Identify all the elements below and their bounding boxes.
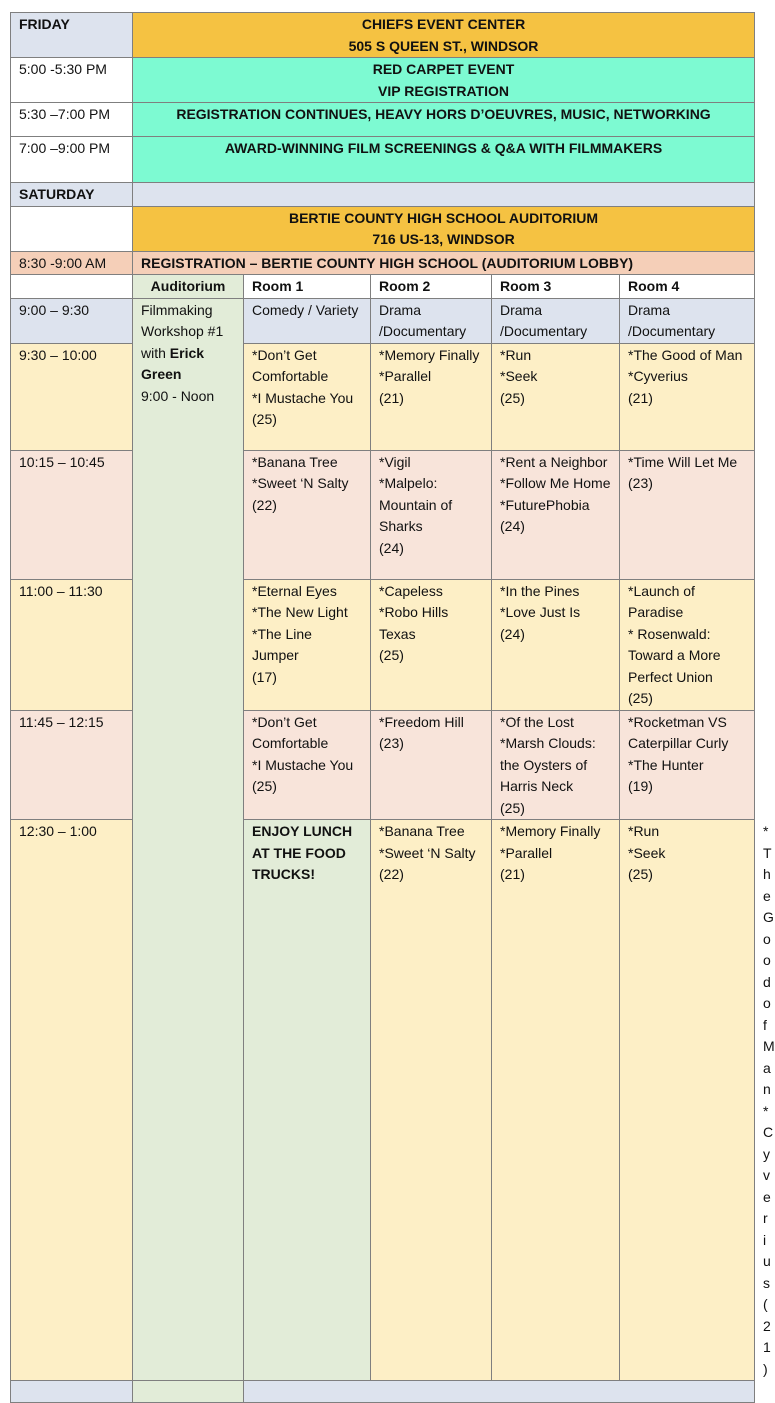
room-header-4: Room 4 <box>620 275 755 299</box>
slot-room-1 <box>371 820 492 1381</box>
saturday-venue <box>133 206 755 251</box>
film-entry: *Love Just Is <box>500 604 581 620</box>
film-entry: *Freedom Hill <box>379 713 464 730</box>
room-header-3: Room 3 <box>492 275 620 299</box>
friday-header-row <box>11 13 755 58</box>
slot-room-2 <box>371 450 492 579</box>
genre-room-1: Comedy / Variety <box>244 298 371 343</box>
saturday-day-label: SATURDAY <box>11 183 133 207</box>
film-entry: * Rosenwald: Toward a More Perfect Union <box>628 625 725 685</box>
film-entry: *Time Will Let Me <box>628 453 738 470</box>
film-entry: (22) <box>379 866 404 882</box>
slot-room-4 <box>620 343 755 450</box>
film-entry: (23) <box>379 735 404 751</box>
film-entry: (21) <box>379 389 404 406</box>
slot-room-3 <box>620 820 755 1381</box>
event-schedule-table <box>10 12 775 1403</box>
slot-room-1 <box>244 579 371 710</box>
slot-room-3 <box>492 710 620 820</box>
slot-row: 12:30 – 1:00 ENJOY LUNCH AT THE FOOD TRUCKS! *Banana Tree *Sweet ‘N Salty (22) *Memory Finally *Parallel (21) *Run *Seek (25) *The Good of Man *Cyverius (21) <box>11 820 755 1381</box>
slot-row <box>11 450 755 579</box>
saturday-header-row <box>11 183 755 207</box>
film-entry: *Banana Tree <box>379 823 465 839</box>
slot-room-3 <box>492 343 620 450</box>
film-entry: (25) <box>500 389 525 406</box>
slot-room-3 <box>492 579 620 710</box>
film-entry: *Marsh Clouds: the Oysters of Harris Neck <box>500 735 600 794</box>
genre-room-4: Drama /Documentary <box>620 298 755 343</box>
film-entry: *Sweet ‘N Salty <box>252 475 349 491</box>
registration-time: 8:30 -9:00 AM <box>11 251 133 275</box>
film-entry: *I Mustache You <box>252 756 354 773</box>
genre-room-3: Drama /Documentary <box>492 298 620 343</box>
film-entry: *Parallel <box>500 844 553 861</box>
saturday-venue-name: BERTIE COUNTY HIGH SCHOOL AUDITORIUM <box>288 209 599 226</box>
workshop-instructor: Erick Green <box>141 344 205 382</box>
film-entry: *Rocketman VS Caterpillar Curly <box>628 713 731 751</box>
saturday-venue-row <box>11 206 755 251</box>
film-entry: *Run <box>500 346 532 363</box>
friday-day-label: FRIDAY <box>11 13 133 58</box>
slot-room-4 <box>620 450 755 579</box>
genre-time: 9:00 – 9:30 <box>11 298 133 343</box>
film-entry: (21) <box>500 866 525 882</box>
slot-row <box>11 579 755 710</box>
workshop-hours: 9:00 - Noon <box>141 387 215 404</box>
film-entry: *FuturePhobia <box>500 496 590 513</box>
film-entry: (25) <box>379 647 404 663</box>
film-entry: (25) <box>628 866 653 882</box>
slot-time: 11:00 – 11:30 <box>11 579 133 710</box>
film-entry: *Of the Lost <box>500 713 574 730</box>
film-entry: (22) <box>252 496 277 513</box>
slot-room-2 <box>492 820 620 1381</box>
film-entry: (17) <box>252 668 277 685</box>
film-entry: (25) <box>252 778 277 794</box>
slot-time: 9:30 – 10:00 <box>11 343 133 450</box>
room-header-auditorium: Auditorium <box>133 275 244 299</box>
saturday-header-blank <box>133 183 755 207</box>
slot-room-2 <box>371 579 492 710</box>
saturday-venue-blank <box>11 206 133 251</box>
friday-event-line: VIP REGISTRATION <box>378 82 509 99</box>
film-entry: *Run <box>628 823 660 839</box>
film-entry: *Follow Me Home <box>500 475 611 491</box>
film-entry: (24) <box>500 625 525 642</box>
film-entry: *Launch of Paradise <box>628 582 699 620</box>
friday-time: 5:00 -5:30 PM <box>11 58 133 103</box>
film-entry: (24) <box>500 518 525 534</box>
workshop-cell <box>133 298 244 1381</box>
film-entry: *Don’t Get Comfortable <box>252 713 329 751</box>
film-entry: *Sweet ‘N Salty <box>379 844 476 861</box>
film-entry: *Malpelo: Mountain of Sharks <box>379 475 457 534</box>
film-entry: *I Mustache You <box>252 389 354 406</box>
slot-room-2 <box>371 710 492 820</box>
rooms-header-row <box>11 275 755 299</box>
film-entry: *Parallel <box>379 368 432 384</box>
saturday-venue-address: 716 US-13, WINDSOR <box>372 231 515 247</box>
film-entry: *Robo Hills Texas <box>379 604 452 642</box>
genre-row <box>11 298 755 343</box>
genre-room-2: Drama /Documentary <box>371 298 492 343</box>
room-header-2: Room 2 <box>371 275 492 299</box>
slot-room-4 <box>620 579 755 710</box>
friday-time: 5:30 –7:00 PM <box>11 103 133 137</box>
slot-room-3 <box>492 450 620 579</box>
film-entry: *The New Light *The Line Jumper <box>252 604 352 663</box>
film-entry: *Seek <box>628 844 666 861</box>
film-entry: (25) <box>628 690 653 706</box>
footer-row <box>11 1381 755 1403</box>
film-entry: *Don’t Get Comfortable <box>252 346 329 384</box>
slot-room-4 <box>620 710 755 820</box>
film-entry: (23) <box>628 475 653 491</box>
footer-blank <box>133 1381 244 1403</box>
film-entry: (21) <box>628 389 653 406</box>
friday-event: REGISTRATION CONTINUES, HEAVY HORS D’OEUVRES, MUSIC, NETWORKING <box>133 103 755 137</box>
slot-room-1 <box>244 450 371 579</box>
friday-row <box>11 103 755 137</box>
footer-blank <box>11 1381 133 1403</box>
slot-room-1 <box>244 710 371 820</box>
film-entry: *Capeless <box>379 582 443 599</box>
rooms-header-blank <box>11 275 133 299</box>
film-entry: *Seek <box>500 368 538 384</box>
friday-event <box>133 58 755 103</box>
film-entry: *Vigil <box>379 453 411 470</box>
friday-row <box>11 137 755 183</box>
film-entry: (19) <box>628 778 653 794</box>
slot-row <box>11 343 755 450</box>
film-entry: *The Good of Man <box>628 346 743 363</box>
slot-row <box>11 710 755 820</box>
friday-event: AWARD-WINNING FILM SCREENINGS & Q&A WITH FILMMAKERS <box>133 137 755 183</box>
friday-time: 7:00 –9:00 PM <box>11 137 133 183</box>
film-entry: (25) <box>500 799 525 816</box>
slot-time: 11:45 – 12:15 <box>11 710 133 820</box>
friday-venue-name: CHIEFS EVENT CENTER <box>361 16 526 32</box>
film-entry: *Cyverius <box>628 368 688 384</box>
friday-row <box>11 58 755 103</box>
room-header-1: Room 1 <box>244 275 371 299</box>
footer-blank <box>244 1381 755 1403</box>
registration-text: REGISTRATION – BERTIE COUNTY HIGH SCHOOL (AUDITORIUM LOBBY) <box>133 251 755 275</box>
slot-room-1 <box>244 343 371 450</box>
slot-room-2 <box>371 343 492 450</box>
registration-row <box>11 251 755 275</box>
film-entry: *Eternal Eyes <box>252 582 337 599</box>
film-entry: *Memory Finally <box>500 823 601 839</box>
film-entry: *Rent a Neighbor <box>500 453 608 470</box>
friday-venue-address: 505 S QUEEN ST., WINDSOR <box>348 37 539 54</box>
film-entry: *Memory Finally <box>379 346 480 363</box>
film-entry: *Banana Tree <box>252 453 338 470</box>
friday-event-line: RED CARPET EVENT <box>372 61 515 77</box>
film-entry: (24) <box>379 539 404 556</box>
slot-time: 10:15 – 10:45 <box>11 450 133 579</box>
slot-time: 12:30 – 1:00 <box>11 820 133 1381</box>
friday-venue <box>133 13 755 58</box>
workshop-title: Filmmaking Workshop #1 with <box>141 301 224 361</box>
film-entry: (25) <box>252 411 277 427</box>
lunch-cell: ENJOY LUNCH AT THE FOOD TRUCKS! <box>244 820 371 1381</box>
film-entry: *In the Pines <box>500 582 580 599</box>
film-entry: *The Hunter <box>628 756 704 773</box>
